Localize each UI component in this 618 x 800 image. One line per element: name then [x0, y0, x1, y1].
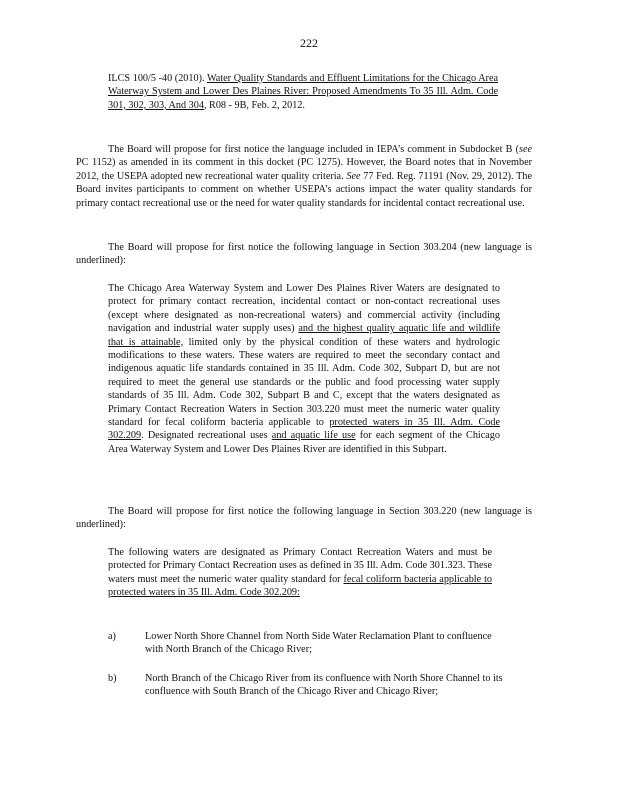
section-303-204-text [108, 282, 500, 456]
list-item-b-label: b) [108, 673, 117, 684]
s204-text-2: limited only by the physical condition of these waters and hydrologic modifications to these waters. These waters are required to meet the secondary contact and indigenous aquatic life standards contained in 35 Ill. Adm. Code 302, Subpart D, but are not required to meet the general use standards or the public and food processing water supply standards of 35 Ill. Adm. Code 302, Subpart B and C, except that the waters designated as Primary Contact Recreation Waters in Section 303.220 must meet the numeric water quality standard for fecal coliform bacteria applicable to [108, 336, 500, 429]
s204-text-1: The Chicago Area Waterway System and Lower Des Plaines River Waters are designated to protect for primary contact recreation, incidental contact or non-contact recreational uses (except where designated as non-recreational waters) and commercial activity (including navigation and industrial water supply uses) [108, 283, 500, 335]
s220-text-1: The following waters are designated as Primary Contact Recreation Waters and must be protected for Primary Contact Recreation uses as defined in 35 Ill. Adm. Code 301.323. These waters must meet the numeric water quality standard for [108, 547, 493, 585]
paragraph-section-303-204-intro: The Board will propose for first notice the following language in Section 303.204 (new language is underlined): [76, 242, 532, 267]
citation-title: Water Quality Standards and Effluent Limitations for the Chicago Area Waterway System and Lower Des Plaines River: Proposed Amendments To 35 Ill. Adm. Code 301, 302, 303, And 304 [108, 73, 498, 111]
paragraph1-see-2: See [346, 170, 361, 182]
list-item-b-text: North Branch of the Chicago River from its confluence with North Shore Channel to its confluence with South Branch of the Chicago River and Chicago River; [145, 673, 503, 698]
paragraph1-text-2: PC 1152) as amended in its comment in this docket (PC 1275). However, the Board notes that in November 2012, the USEPA adopted new recreational water quality criteria. [76, 157, 532, 182]
list-item-a-text: Lower North Shore Channel from North Side Water Reclamation Plant to confluence with North Branch of the Chicago River; [145, 631, 492, 656]
citation-prefix: ILCS 100/5 -40 (2010). [108, 73, 207, 84]
s204-underlined-2: protected waters in 35 Ill. Adm. Code 302.209 [108, 417, 500, 442]
citation-suffix: , R08 - 9B, Feb. 2, 2012. [203, 99, 305, 111]
paragraph1-see-1: see [518, 144, 532, 155]
paragraph1-text-1: The Board will propose for first notice the language included in IEPA’s comment in Subdocket B ( [108, 144, 519, 155]
paragraph1-text-3: 77 Fed. Reg. 71191 (Nov. 29, 2012). The Board invites participants to comment on whether USEPA’s actions impact the water quality standards for primary contact recreational use or the need for water quality standards for incidental contact recreational use. [76, 170, 532, 209]
s204-underlined-1: and the highest quality aquatic life and wildlife that is attainable, [108, 323, 500, 348]
section-303-220-text [108, 546, 492, 600]
s220-underlined-1: fecal coliform bacteria applicable to protected waters in 35 Ill. Adm. Code 302.209: [108, 573, 492, 599]
s204-text-4: for each segment of the Chicago Area Waterway System and Lower Des Plaines River are identified in this Subpart. [108, 430, 500, 455]
page-number: 222 [300, 36, 318, 50]
list-item-a-label: a) [108, 631, 116, 642]
citation-block [108, 72, 498, 112]
paragraph-board-proposal-1 [76, 143, 532, 210]
s204-underlined-3: and aquatic life use [271, 430, 356, 442]
paragraph-section-303-220-intro: The Board will propose for first notice the following language in Section 303.220 (new language is underlined): [76, 506, 532, 531]
s204-text-3: . Designated recreational uses [141, 430, 272, 442]
